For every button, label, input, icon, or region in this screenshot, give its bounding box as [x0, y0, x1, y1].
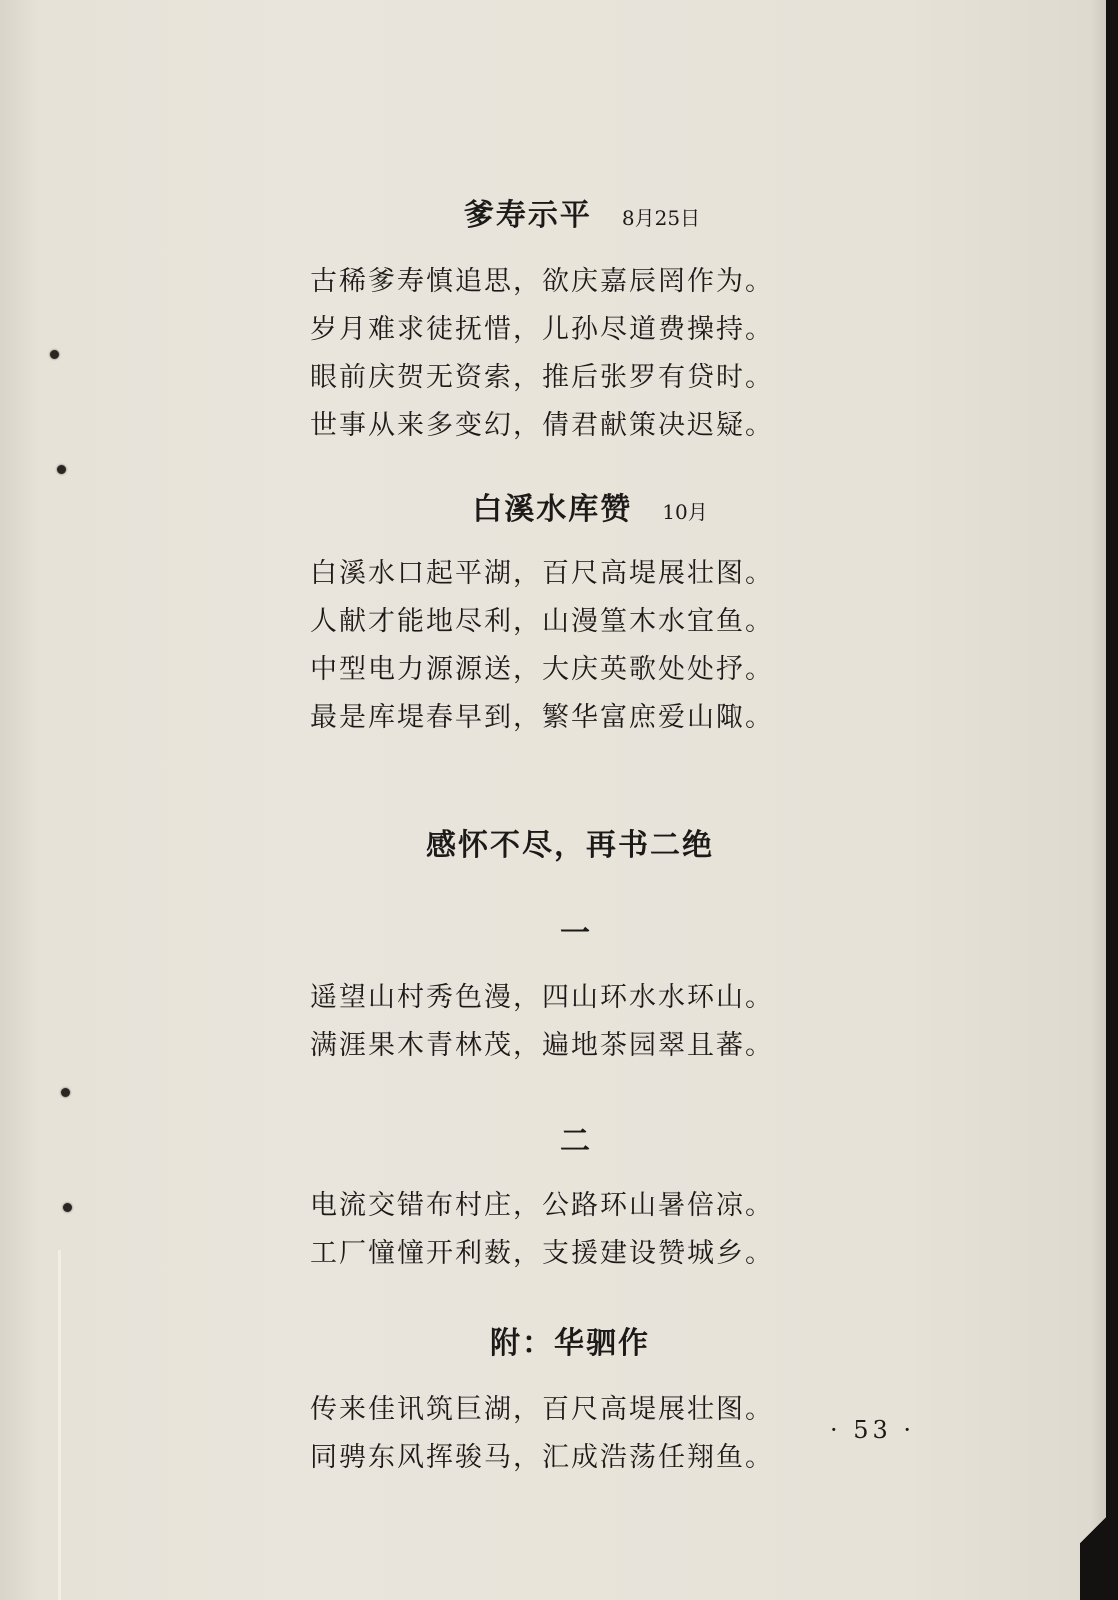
poem: [300, 190, 840, 450]
poem-title: 感怀不尽，再书二绝: [426, 828, 714, 863]
page-number: · 53 ·: [830, 1416, 916, 1444]
poem-line: 最是库堤春早到，繁华富庶爱山陬。: [310, 702, 774, 733]
poem-date: 8月25日: [621, 206, 701, 230]
poem-line: 工厂憧憧开利薮，支援建设赞城乡。: [310, 1238, 774, 1269]
poem-line: 古稀爹寿慎追思，欲庆嘉辰罔作为。: [310, 266, 774, 297]
part-number: 一: [560, 916, 590, 951]
poem-line: 人献才能地尽利，山漫篁木水宜鱼。: [310, 606, 774, 637]
binding-hole: [57, 465, 66, 474]
poem-line: 白溪水口起平湖，百尺高堤展壮图。: [310, 558, 774, 589]
poem-date: 10月: [662, 500, 708, 524]
poem-line: 遥望山村秀色漫，四山环水水环山。: [310, 982, 774, 1013]
binding-hole: [63, 1203, 72, 1212]
poem: [300, 484, 840, 742]
poem-line: 眼前庆贺无资索，推后张罗有贷时。: [310, 362, 774, 393]
poem-line: 满涯果木青林茂，遍地茶园翠且蕃。: [310, 1030, 774, 1061]
poem-line: 岁月难求徒抚惜，儿孙尽道费操持。: [310, 314, 774, 345]
binding-hole: [61, 1088, 70, 1097]
scan-edge: [1106, 0, 1118, 1600]
page-content: [300, 190, 840, 1482]
poem-title-text: 爹寿示平: [463, 198, 592, 233]
poem-line: 中型电力源源送，大庆英歌处处抒。: [310, 654, 774, 685]
poem: [300, 820, 840, 1278]
poem-line: 同骋东风挥骏马，汇成浩荡任翔鱼。: [310, 1442, 774, 1473]
poem-title: 附：华驷作: [490, 1326, 650, 1361]
poem-title: [300, 484, 840, 528]
poem-line: 传来佳讯筑巨湖，百尺高堤展壮图。: [310, 1394, 774, 1425]
binding-crease: [58, 1250, 61, 1600]
poem-title-text: 白溪水库赞: [472, 492, 633, 527]
scan-corner: [1080, 1480, 1118, 1600]
part-number: 二: [560, 1124, 590, 1159]
poem-title: [300, 190, 840, 234]
poem-line: 电流交错布村庄，公路环山暑倍凉。: [310, 1190, 774, 1221]
binding-hole: [50, 350, 59, 359]
poem: [300, 1318, 840, 1482]
poem-line: 世事从来多变幻，倩君献策决迟疑。: [310, 410, 774, 441]
